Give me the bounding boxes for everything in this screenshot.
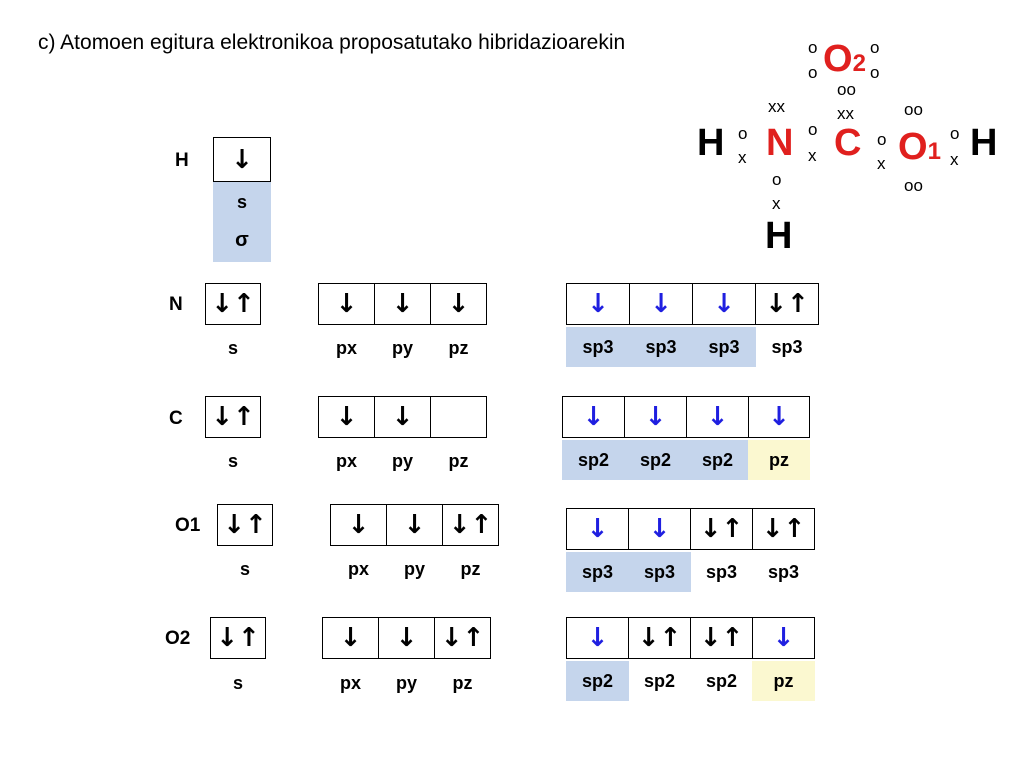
atom-o2 [823,38,866,81]
electron-x: x [877,154,886,173]
atom-o1 [898,126,941,169]
c-sp2-box-2: ↓ [624,396,687,438]
atom-o2-symbol: O [823,38,853,80]
h-orbital-label: s [236,192,247,212]
o2-sp2-label-1: sp2 [566,661,629,701]
o1-sp3-box-3: ↓↑ [690,508,753,550]
o2-sp2-label-2: sp2 [643,670,676,691]
electron-x: x [772,194,781,213]
row-label-c: C [169,408,183,429]
h-s-box: ↓ [213,137,271,182]
n-sp3-label-3: sp3 [692,327,756,367]
c-py-label: py [391,450,413,471]
o2-sp2-box-1: ↓ [566,617,629,659]
electron-o: o [870,38,880,57]
c-sp2-box-3: ↓ [686,396,749,438]
atom-o2-index: 2 [852,50,866,77]
electron-pair-oo: oo [837,80,856,99]
o2-sp2-box-3: ↓↑ [690,617,753,659]
c-sp2-label-3: sp2 [686,440,749,480]
n-pz-box: ↓ [430,283,487,325]
o2-pz-hyb-box: ↓ [752,617,815,659]
o1-pz-label: pz [460,558,481,579]
atom-h-left: H [697,122,725,164]
electron-o: o [950,124,960,143]
c-sp2-box-1: ↓ [562,396,625,438]
n-py-label: py [391,337,413,358]
n-px-label: px [335,337,357,358]
n-px-box: ↓ [318,283,375,325]
electron-o: o [808,120,818,139]
c-pz-box [430,396,487,438]
n-sp3-box-1: ↓ [566,283,630,325]
c-s-label: s [227,450,238,471]
n-sp3-box-2: ↓ [629,283,693,325]
o1-sp3-label-1: sp3 [566,552,629,592]
o2-pz-hyb-label: pz [752,661,815,701]
o1-sp3-box-2: ↓ [628,508,691,550]
row-label-o2: O2 [165,628,191,649]
o2-pz-box: ↓↑ [434,617,491,659]
electron-pair-xx: xx [837,104,854,123]
o1-sp3-label-3: sp3 [705,561,738,582]
c-sp2-label-2: sp2 [624,440,687,480]
n-sp3-label-2: sp3 [629,327,693,367]
o2-s-box: ↓↑ [210,617,266,659]
o1-sp3-label-2: sp3 [628,552,691,592]
o2-s-label: s [232,672,243,693]
c-pz-label: pz [448,450,469,471]
c-s-box: ↓↑ [205,396,261,438]
o1-py-label: py [403,558,425,579]
atom-o1-symbol: O [898,126,928,168]
slide-title: c) Atomoen egitura elektronikoa proposatutako hibridazioarekin [38,31,626,54]
n-sp3-label-4: sp3 [771,336,803,357]
electron-o: o [808,63,818,82]
c-sp2-label-1: sp2 [562,440,625,480]
o2-pz-label: pz [452,672,473,693]
row-label-n: N [169,294,183,315]
electron-o: o [808,38,818,57]
o1-pz-box: ↓↑ [442,504,499,546]
row-label-h: H [175,150,189,171]
o1-px-box: ↓ [330,504,387,546]
row-label-o1: O1 [175,515,201,536]
n-sp3-box-3: ↓ [692,283,756,325]
c-px-label: px [335,450,357,471]
electron-o: o [738,124,748,143]
o1-sp3-box-1: ↓ [566,508,629,550]
electron-o: o [870,63,880,82]
atom-h-right: H [970,122,998,164]
sigma-bond-label: σ [235,229,249,251]
o1-px-label: px [347,558,369,579]
atom-n: N [766,122,794,164]
c-py-box: ↓ [374,396,431,438]
o2-py-box: ↓ [378,617,435,659]
atom-h-bottom: H [765,215,793,257]
electron-x: x [950,150,959,169]
o1-sp3-label-4: sp3 [767,561,800,582]
electron-o: o [772,170,782,189]
h-orbital-cell [213,182,271,262]
o2-px-box: ↓ [322,617,379,659]
c-pz-hyb-label: pz [748,440,810,480]
electron-pair-xx: xx [768,97,785,116]
n-sp3-label-1: sp3 [566,327,630,367]
o1-sp3-box-4: ↓↑ [752,508,815,550]
electron-x: x [808,146,817,165]
n-sp3-box-4: ↓↑ [755,283,819,325]
c-px-box: ↓ [318,396,375,438]
electron-pair-oo: oo [904,176,923,195]
n-py-box: ↓ [374,283,431,325]
electron-x: x [738,148,747,167]
o1-py-box: ↓ [386,504,443,546]
o2-px-label: px [339,672,361,693]
c-pz-hyb-box: ↓ [748,396,810,438]
n-s-label: s [227,337,238,358]
atom-o1-index: 1 [927,138,941,165]
o1-s-box: ↓↑ [217,504,273,546]
n-s-box: ↓↑ [205,283,261,325]
o2-sp2-label-3: sp2 [705,670,738,691]
electron-pair-oo: oo [904,100,923,119]
atom-c: C [834,122,862,164]
electron-o: o [877,130,887,149]
o2-py-label: py [395,672,417,693]
o2-sp2-box-2: ↓↑ [628,617,691,659]
n-pz-label: pz [448,337,469,358]
o1-s-label: s [239,558,250,579]
